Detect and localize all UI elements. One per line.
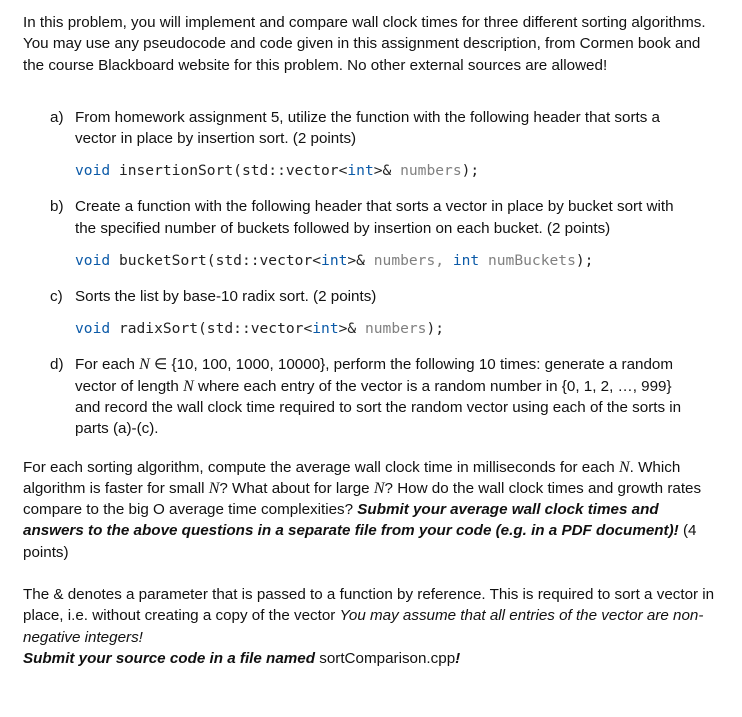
task-item-a [50,107,723,182]
code-keyword: int [312,320,339,338]
text-run: The & denotes a parameter that is passed to a function by reference. This is required to sort a vector in place, i.e. without creating a copy of the vector [23,586,715,625]
math-variable: N [208,479,220,497]
item-text [75,354,695,439]
math-variable: N [139,356,150,374]
points-label: (4 points) [23,522,697,561]
bold-instruction: Submit your average wall clock times and answers to the above questions in a separate file from your code (e.g. in a PDF document)! [23,501,679,540]
code-name: radixSort(std::vector< [110,320,313,338]
item-marker: d) [50,356,64,374]
math-variable: N [373,479,385,497]
item-marker: a) [50,108,64,126]
code-end: ); [461,162,480,180]
math-variable: N [183,377,194,395]
code-text: >& [338,320,365,338]
code-keyword: int [347,162,374,180]
code-keyword: void [75,162,111,180]
code-end: ); [575,252,594,270]
task-item-c [50,286,723,339]
item-body [75,354,695,439]
text-run: ? What about for large [219,479,374,497]
file-name: sortComparison.cpp [315,649,456,667]
italic-note: You may assume that all entries of the vector are non-negative integers! [23,607,704,646]
text-run: where each entry of the vector is a random number in {0, 1, 2, …, 999} and record the wall clock time required to sort the random vector using each of the sorts in parts (a)-(c). [75,377,682,438]
code-text: >& [347,252,374,270]
item-text: Sorts the list by base-10 radix sort. (2 points) [75,288,377,306]
analysis-paragraph [23,457,723,563]
text-run: For each [75,356,140,374]
text-run: ∈ {10, 100, 1000, 10000}, perform the following 10 times: generate a random vector of length [75,356,674,395]
intro-paragraph: In this problem, you will implement and compare wall clock times for three different sorting algorithms. You may use any pseudocode and code given in this assignment description, from Cormen book and the course Blackboard website for this problem. No other external sources are allowed! [23,14,706,74]
code-param: numbers [364,320,427,338]
task-item-b [50,196,723,271]
item-marker: c) [50,288,63,306]
code-name: bucketSort(std::vector< [110,252,322,270]
item-text: From homework assignment 5, utilize the function with the following header that sorts a vector in place by insertion sort. (2 points) [75,108,661,148]
task-list [23,107,723,440]
code-param: numbers [373,252,436,270]
code-signature-insertion-sort [75,161,695,181]
text-run: ? How do the wall clock times and growth rates compare to the big O average time complexities? [23,479,702,519]
code-keyword: int [452,252,480,270]
code-keyword: void [75,320,111,338]
code-keyword: int [321,252,348,270]
text-run: For each sorting algorithm, compute the average wall clock time in milliseconds for each [23,458,619,476]
code-signature-bucket-sort [75,251,695,271]
code-text: >& [373,162,401,180]
code-name: insertionSort(std::vector< [110,162,348,180]
math-variable: N [618,458,630,476]
item-text: Create a function with the following header that sorts a vector in place by bucket sort with the specified number of buckets followed by insertion on each bucket. (2 points) [75,198,674,237]
item-body [75,196,695,271]
task-item-d [50,354,723,439]
text-run: . Which algorithm is faster for small [23,458,681,497]
item-marker: b) [50,198,64,216]
problem-document [23,12,723,669]
notes-paragraph [23,584,723,669]
code-keyword: void [75,252,111,270]
code-separator: , [435,252,453,270]
bold-instruction: Submit your source code in a file named [23,649,316,667]
item-body [75,286,695,339]
code-end: ); [426,320,445,338]
code-param: numBuckets [479,252,576,270]
code-signature-radix-sort [75,319,695,339]
code-param: numbers [400,162,462,180]
bold-end: ! [455,649,461,667]
item-body [75,107,695,182]
